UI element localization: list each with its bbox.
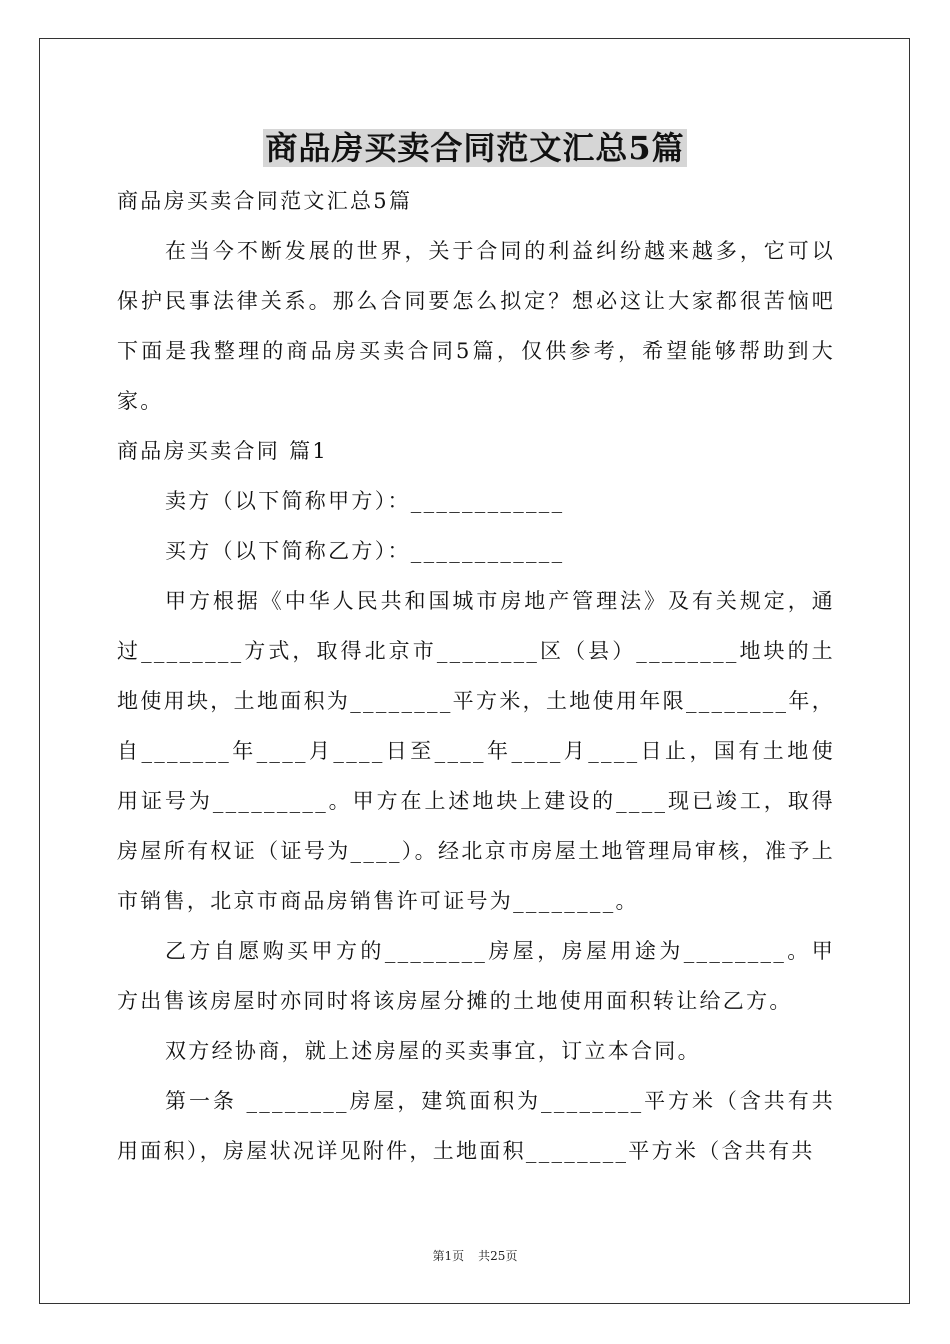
page-total: 共25页 [478, 1249, 518, 1263]
page-footer [0, 1248, 950, 1264]
clause-paragraph-2: 乙方自愿购买甲方的________房屋，房屋用途为________。甲方出售该房屋时亦同时将该房屋分摊的土地使用面积转让给乙方。 [117, 939, 835, 1013]
seller-line: 卖方（以下简称甲方）：____________ [165, 489, 565, 513]
page-number: 第1页 [432, 1249, 465, 1263]
buyer-line: 买方（以下简称乙方）：____________ [165, 539, 565, 563]
document-subtitle: 商品房买卖合同范文汇总5篇 [117, 189, 413, 213]
document-title [0, 128, 950, 168]
clause-paragraph-1: 甲方根据《中华人民共和国城市房地产管理法》及有关规定，通过________方式，取得北京市________区（县）________地块的土地使用块，土地面积为________平方米，土地使用年限________年，自_______年____月____日至____年____月____日止，国有土地使用证号为_________。甲方在上述地块上建设的____现已竣工，取得房屋所有权证（证号为____）。经北京市房屋土地管理局审核，准予上市销售，北京市商品房销售许可证号为________。 [117, 589, 835, 913]
clause-paragraph-3: 双方经协商，就上述房屋的买卖事宜，订立本合同。 [165, 1039, 701, 1063]
document-body [117, 176, 835, 1176]
section-heading: 商品房买卖合同 篇1 [117, 439, 329, 463]
document-title-text: 商品房买卖合同范文汇总5篇 [265, 129, 685, 167]
intro-paragraph: 在当今不断发展的世界，关于合同的利益纠纷越来越多，它可以保护民事法律关系。那么合同要怎么拟定？想必这让大家都很苦恼吧下面是我整理的商品房买卖合同5篇，仅供参考，希望能够帮助到大家。 [117, 239, 835, 413]
clause-paragraph-4: 第一条 ________房屋，建筑面积为________平方米（含共有共用面积），房屋状况详见附件，土地面积________平方米（含共有共 [117, 1089, 835, 1163]
